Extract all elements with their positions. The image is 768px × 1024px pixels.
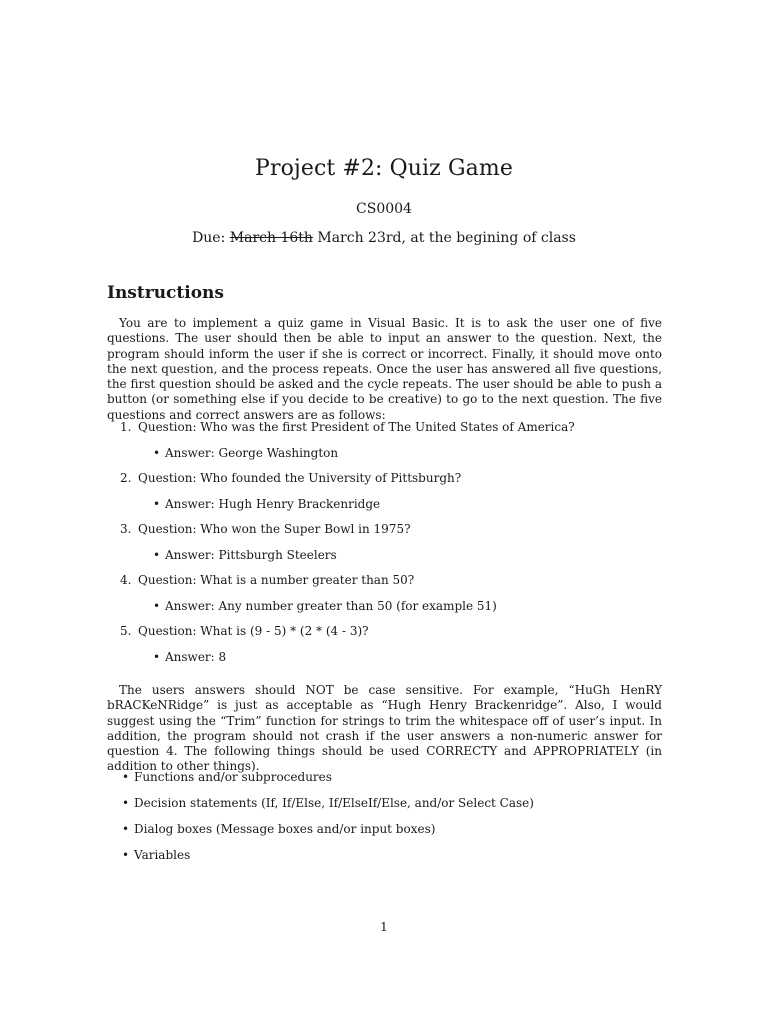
question-number: 5. <box>120 624 132 638</box>
list-item <box>122 821 534 847</box>
due-old-date: March 16th <box>229 230 313 246</box>
question-text: Question: What is (9 - 5) * (2 * (4 - 3)? <box>138 624 369 638</box>
list-item <box>122 847 534 873</box>
answer-text: Answer: 8 <box>165 650 227 664</box>
page-number: 1 <box>380 920 388 934</box>
question-number: 4. <box>120 573 132 587</box>
bullet-icon: • <box>153 650 161 664</box>
question-text: Question: Who was the first President of The United States of America? <box>138 420 575 434</box>
list-item <box>122 795 534 821</box>
question-item <box>120 623 680 674</box>
question-item <box>120 470 680 521</box>
question-item <box>120 521 680 572</box>
question-text: Question: What is a number greater than 50? <box>138 573 415 587</box>
intro-paragraph <box>107 316 662 423</box>
course-code: CS0004 <box>356 201 412 217</box>
question-number: 1. <box>120 420 132 434</box>
section-heading-instructions: Instructions <box>107 283 224 303</box>
bullet-icon: • <box>122 770 130 784</box>
question-item <box>120 572 680 623</box>
requirement-text: Dialog boxes (Message boxes and/or input boxes) <box>134 822 436 836</box>
intro-text: You are to implement a quiz game in Visual Basic. It is to ask the user one of five questions. The user should then be able to input an answer to the question. Next, the program should inform the user if she is correct or incorrect. Finally, it should move onto the next question, and the process repeats. Once the user has answered all five questions, the first question should be asked and the cycle repeats. The user should be able to push a button (or something else if you decide to be creative) to go to the next question. The five questions and correct answers are as follows: <box>107 316 662 422</box>
followup-paragraph <box>107 683 662 775</box>
due-label: Due: <box>192 230 226 246</box>
requirements-list <box>122 769 534 873</box>
question-text: Question: Who founded the University of Pittsburgh? <box>138 471 462 485</box>
answer-text: Answer: George Washington <box>165 446 339 460</box>
answer-text: Answer: Pittsburgh Steelers <box>165 548 337 562</box>
bullet-icon: • <box>153 548 161 562</box>
bullet-icon: • <box>153 446 161 460</box>
question-list <box>120 419 680 674</box>
due-date <box>0 230 768 246</box>
followup-text: The users answers should NOT be case sensitive. For example, “HuGh HenRY bRACKeNRidge” is just as acceptable as “Hugh Henry Brackenridge”. Also, I would suggest using the “Trim” function for strings to trim the whitespace off of user’s input. In addition, the program should not crash if the user answers a non-numeric answer for question 4. The following things should be used CORRECTY and APPROPRIATELY (in addition to other things). <box>107 683 662 774</box>
requirement-text: Decision statements (If, If/Else, If/ElseIf/Else, and/or Select Case) <box>134 796 534 810</box>
bullet-icon: • <box>153 599 161 613</box>
list-item <box>122 769 534 795</box>
question-item <box>120 419 680 470</box>
bullet-icon: • <box>153 497 161 511</box>
due-new-date: March 23rd, at the begining of class <box>317 230 576 246</box>
question-text: Question: Who won the Super Bowl in 1975? <box>138 522 411 536</box>
question-number: 3. <box>120 522 132 536</box>
question-number: 2. <box>120 471 132 485</box>
requirement-text: Functions and/or subprocedures <box>134 770 332 784</box>
bullet-icon: • <box>122 848 130 862</box>
requirement-text: Variables <box>134 848 191 862</box>
page-title: Project #2: Quiz Game <box>255 156 513 181</box>
bullet-icon: • <box>122 822 130 836</box>
answer-text: Answer: Any number greater than 50 (for example 51) <box>165 599 497 613</box>
bullet-icon: • <box>122 796 130 810</box>
answer-text: Answer: Hugh Henry Brackenridge <box>165 497 381 511</box>
